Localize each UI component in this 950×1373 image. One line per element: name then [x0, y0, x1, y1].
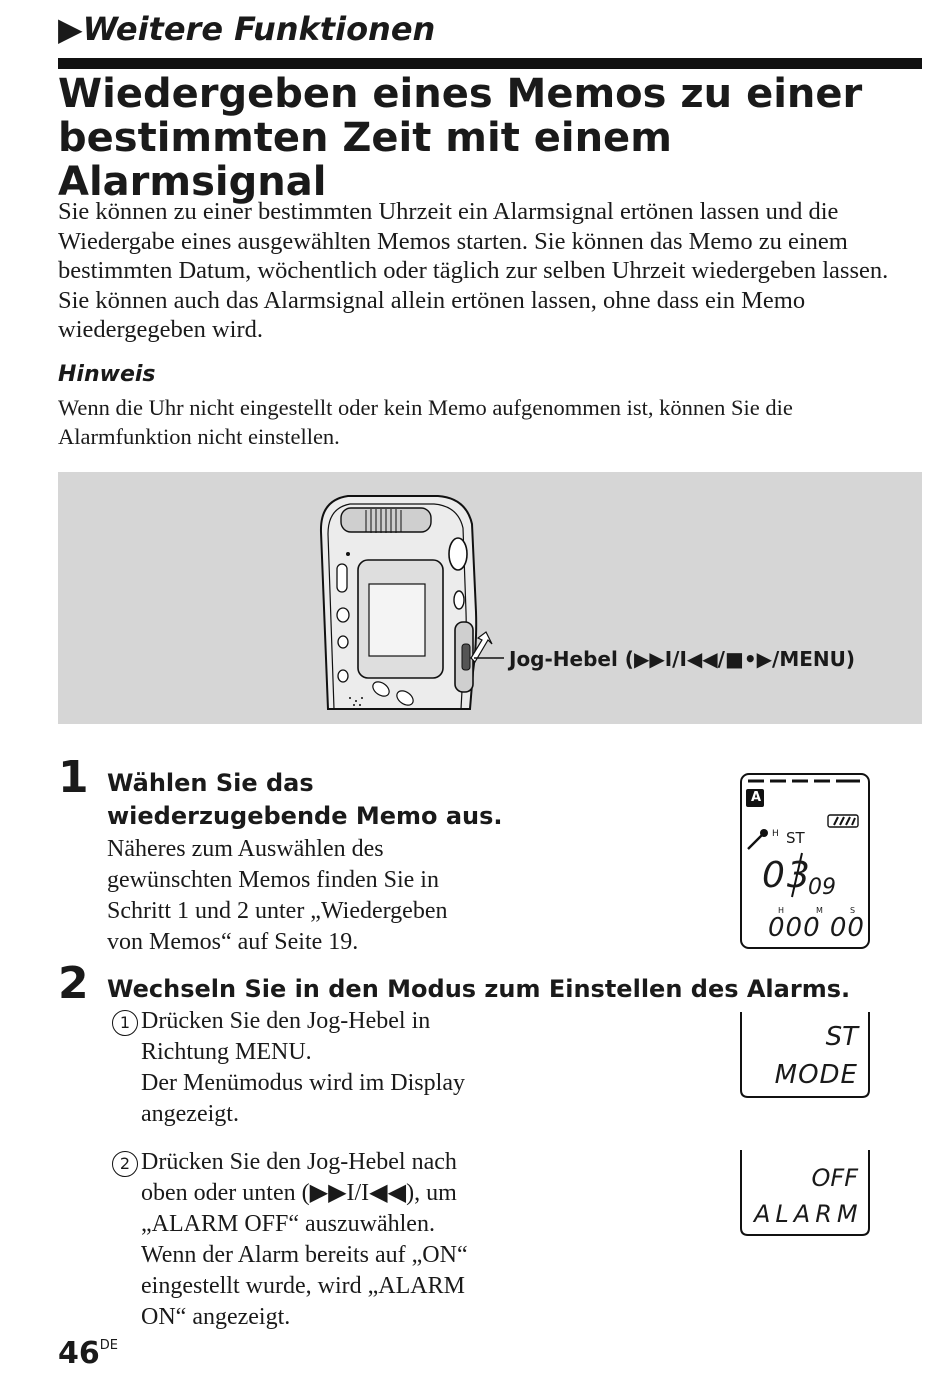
section-label-text: Weitere Funktionen [82, 10, 436, 48]
lcd-display-alarm [740, 1150, 870, 1236]
step-2-number: 2 [58, 958, 89, 1009]
step-1-number: 1 [58, 752, 89, 803]
substep-1-line: Drücken Sie den Jog-Hebel in [141, 1008, 431, 1034]
step-1-body-line: Schritt 1 und 2 unter „Wiedergeben [107, 898, 448, 924]
page-number-suffix: DE [99, 1338, 118, 1353]
substep-2-line: „ALARM OFF“ auszuwählen. [141, 1211, 435, 1237]
substep-1-line: Der Menümodus wird im Display [141, 1070, 465, 1096]
lcd-stereo-indicator: ST [786, 829, 805, 847]
substep-2-marker: 2 [112, 1151, 138, 1177]
step-1-heading-line-1: Wählen Sie das [107, 769, 314, 797]
step-1-body [107, 834, 667, 958]
jog-lever-label: Jog-Hebel (▶▶I/I◀◀/■•▶/MENU) [509, 647, 856, 671]
substep-1-marker: 1 [112, 1010, 138, 1036]
lcd-minute-marker: M [816, 906, 823, 915]
step-1-body-line: gewünschten Memos finden Sie in [107, 867, 439, 893]
substep-1-line: angezeigt. [141, 1101, 239, 1127]
device-figure [58, 472, 922, 724]
substep-2-line: Wenn der Alarm bereits auf „ON“ [141, 1242, 468, 1268]
page-title-line-2: bestimmten Zeit mit einem Alarmsignal [58, 115, 672, 205]
lcd-mode-top: ST [825, 1022, 858, 1052]
page-title [58, 72, 938, 204]
lcd-memo-number: 03 [762, 855, 812, 896]
lcd-alarm-top: OFF [811, 1164, 858, 1192]
lcd-memo-total: 09 [808, 875, 836, 900]
substep-1-line: Richtung MENU. [141, 1039, 312, 1065]
lcd-hour-marker: H [778, 906, 785, 915]
substep-2-line: ON“ angezeigt. [141, 1304, 291, 1330]
header-rule [58, 58, 922, 69]
lcd-folder-letter: A [751, 790, 762, 805]
intro-paragraph: Sie können zu einer bestimmten Uhrzeit ein Alarmsignal ertönen lassen und die Wiedergabe eines ausgewählten Memos starten. Sie können das Memo zu einem bestimmten Datum, wöchentlich oder täglich zur selben Uhrzeit wiedergeben lassen. Sie können auch das Alarmsignal allein ertönen lassen, ohne dass ein Memo wiedergegeben wird. [58, 198, 889, 343]
substep-2-body [141, 1147, 721, 1333]
substep-2-line: oben oder unten (▶▶I/I◀◀), um [141, 1180, 457, 1206]
step-1-body-line: von Memos“ auf Seite 19. [107, 929, 359, 955]
step-1-heading-line-2: wiederzugebende Memo aus. [107, 802, 503, 830]
recorder-illustration [58, 472, 922, 724]
lcd-mode-bottom: MODE [774, 1060, 858, 1090]
substep-1-body [141, 1006, 721, 1130]
lcd-mic-mode: H [772, 829, 779, 839]
play-triangle-icon: ▶ [58, 10, 83, 48]
step-2-heading: Wechseln Sie in den Modus zum Einstellen des Alarms. [107, 975, 851, 1003]
hint-text: Wenn die Uhr nicht eingestellt oder kein Memo aufgenommen ist, können Sie die Alarmfunktion nicht einstellen. [58, 395, 793, 449]
substep-2-line: Drücken Sie den Jog-Hebel nach [141, 1149, 457, 1175]
section-label [58, 10, 435, 48]
page-title-line-1: Wiedergeben eines Memos zu einer [58, 71, 863, 117]
lcd-display-mode [740, 1012, 870, 1098]
lcd-elapsed-time: 000 00 [768, 913, 865, 943]
lcd-second-marker: S [850, 906, 856, 915]
hint-heading: Hinweis [58, 362, 156, 387]
lcd-alarm-bottom: ALARM [754, 1200, 863, 1228]
page-number [58, 1336, 118, 1371]
lcd-display-memo [740, 773, 870, 949]
step-1-heading [107, 767, 707, 833]
step-1-body-line: Näheres zum Auswählen des [107, 836, 384, 862]
substep-2-line: eingestellt wurde, wird „ALARM [141, 1273, 465, 1299]
page-number-value: 46 [58, 1336, 100, 1371]
